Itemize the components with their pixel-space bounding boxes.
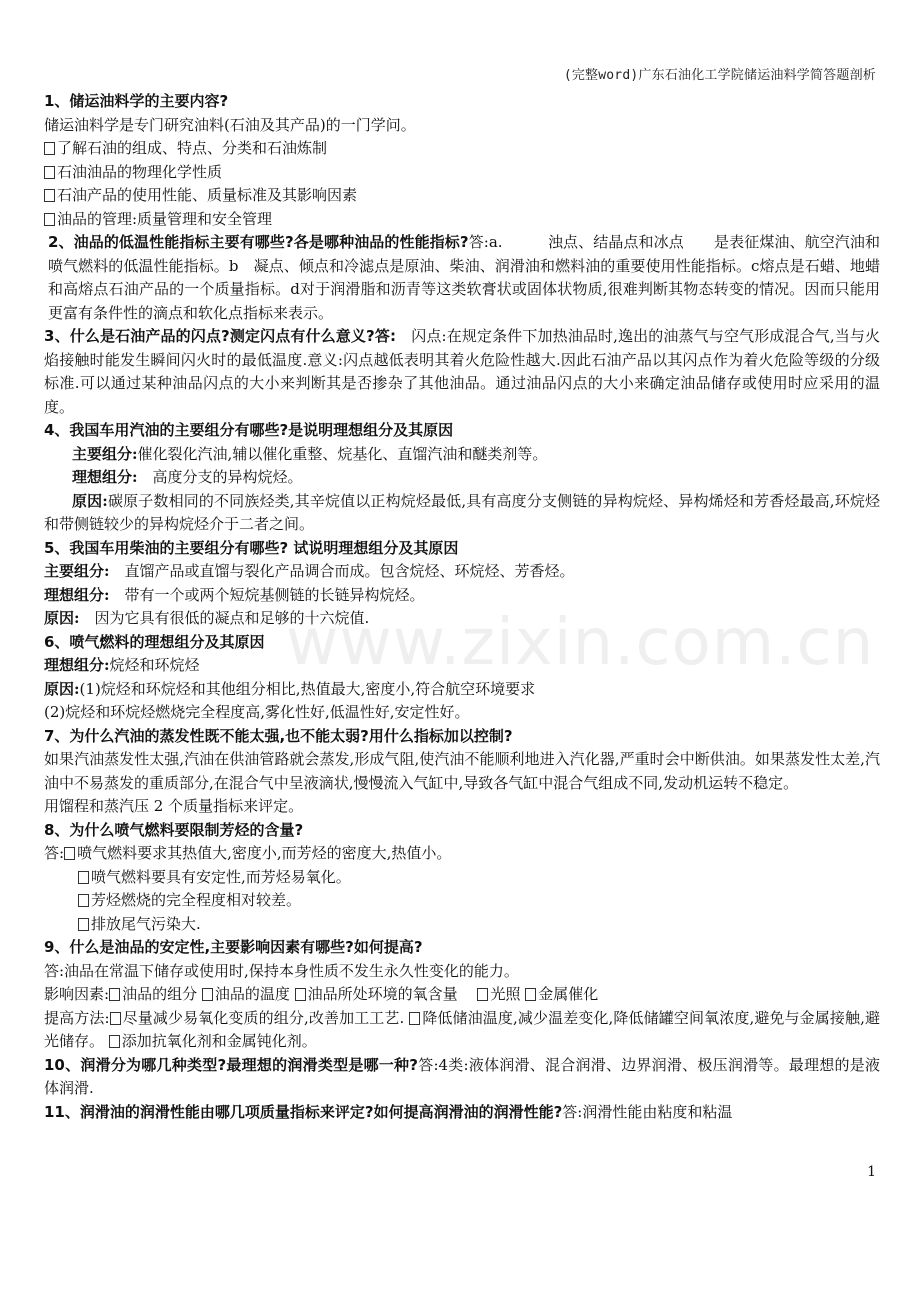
q3-answer: 闪点:在规定条件下加热油品时,逸出的油蒸气与空气形成混合气,当与火焰接触时能发生瞬间闪火时的最低温度.意义:闪点越低表明其着火危险性越大.因此石油产品以其闪点作为着火危险等级的分级标准.可以通过某种油品闪点的大小来判断其是否掺杂了其他油品。通过油品闪点的大小来确定油品储存或使用时应采用的温度。 bbox=[44, 327, 881, 416]
checkbox-icon bbox=[78, 894, 89, 907]
q5-reason: 原因: 因为它具有很低的凝点和足够的十六烷值. bbox=[44, 609, 370, 627]
q8-title: 8、为什么喷气燃料要限制芳烃的含量? bbox=[44, 820, 304, 839]
q5-ideal: 理想组分: 带有一个或两个短烷基侧链的长链异构烷烃。 bbox=[44, 585, 425, 604]
q7-answer: 如果汽油蒸发性太强,汽油在供油管路就会蒸发,形成气阻,使汽油不能顺利地进入汽化器,严重时会中断供油。如果蒸发性太差,汽油中不易蒸发的重质部分,在混合气中呈液滴状,慢慢流入气缸中,导致各气缸中混合气组成不同,发动机运转不稳定。 bbox=[44, 750, 880, 792]
q10-answer: 答:4类:液体润滑、混合润滑、边界润滑、极压润滑等。最理想的是液体润滑. bbox=[44, 1055, 881, 1097]
q11-paragraph bbox=[44, 1101, 880, 1125]
q8-item: 喷气燃料要具有安定性,而芳烃易氧化。 bbox=[44, 866, 880, 890]
q6-ideal: 理想组分:烷烃和环烷烃 bbox=[44, 656, 200, 674]
watermark: www.zixin.com.cn bbox=[286, 606, 875, 680]
q7-title: 7、为什么汽油的蒸发性既不能太强,也不能太弱?用什么指标加以控制? bbox=[44, 726, 513, 745]
q5-main: 主要组分: 直馏产品或直馏与裂化产品调合而成。包含烷烃、环烷烃、芳香烃。 bbox=[44, 562, 575, 580]
checkbox-icon bbox=[109, 988, 120, 1001]
q5-title: 5、我国车用柴油的主要组分有哪些? 试说明理想组分及其原因 bbox=[44, 538, 459, 557]
checkbox-icon bbox=[78, 871, 89, 884]
q6-reason: 原因:(1)烷烃和环烷烃和其他组分相比,热值最大,密度小,符合航空环境要求 bbox=[44, 679, 536, 698]
q9-improve: 提高方法: 尽量减少易氧化变质的组分,改善加工工艺. 降低储油温度,减少温差变化,降低储罐空间氧浓度,避免与金属接触,避光储存。 添加抗氧化剂和金属钝化剂。 bbox=[44, 1008, 880, 1050]
page-header: (完整word)广东石油化工学院储运油料学简答题剖析 bbox=[563, 68, 876, 83]
q9-title: 9、什么是油品的安定性,主要影响因素有哪些?如何提高? bbox=[44, 938, 423, 956]
q2-title: 2、油品的低温性能指标主要有哪些?各是哪种油品的性能指标? bbox=[48, 233, 469, 251]
q1-item: 了解石油的组成、特点、分类和石油炼制 bbox=[44, 137, 880, 161]
checkbox-icon bbox=[44, 189, 55, 202]
checkbox-icon bbox=[409, 1012, 420, 1025]
q1-item: 石油油品的物理化学性质 bbox=[44, 161, 880, 185]
checkbox-icon bbox=[477, 988, 488, 1001]
q1-item: 石油产品的使用性能、质量标准及其影响因素 bbox=[44, 184, 880, 208]
document-body bbox=[44, 90, 880, 1124]
q3-title: 3、什么是石油产品的闪点?测定闪点有什么意义?答: bbox=[44, 327, 396, 345]
checkbox-icon bbox=[110, 1012, 121, 1025]
checkbox-icon bbox=[295, 988, 306, 1001]
checkbox-icon bbox=[202, 988, 213, 1001]
q4-reason: 原因:碳原子数相同的不同族烃类,其辛烷值以正构烷烃最低,具有高度分支侧链的异构烷烃、异构烯烃和芳香烃最高,环烷烃和带侧链较少的异构烷烃介于二者之间。 bbox=[44, 491, 880, 533]
checkbox-icon bbox=[78, 918, 89, 931]
q1-title: 1、储运油料学的主要内容? bbox=[44, 92, 229, 110]
q7-control: 用馏程和蒸汽压 2 个质量指标来评定。 bbox=[44, 797, 304, 815]
checkbox-icon bbox=[109, 1035, 120, 1048]
q8-item: 芳烃燃烧的完全程度相对较差。 bbox=[44, 889, 880, 913]
q6-reason-2: (2)烷烃和环烷烃燃烧完全程度高,雾化性好,低温性好,安定性好。 bbox=[44, 703, 470, 721]
q4-title: 4、我国车用汽油的主要组分有哪些?是说明理想组分及其原因 bbox=[44, 421, 454, 439]
q1-item: 油品的管理:质量管理和安全管理 bbox=[44, 208, 880, 232]
q1-intro: 储运油料学是专门研究油料(石油及其产品)的一门学问。 bbox=[44, 115, 416, 134]
checkbox-icon bbox=[64, 847, 75, 860]
q6-title: 6、喷气燃料的理想组分及其原因 bbox=[44, 632, 265, 651]
q10-title: 10、润滑分为哪几种类型?最理想的润滑类型是哪一种? bbox=[44, 1055, 418, 1074]
q10-paragraph bbox=[44, 1054, 880, 1101]
q9-answer: 答:油品在常温下储存或使用时,保持本身性质不发生永久性变化的能力。 bbox=[44, 961, 519, 980]
checkbox-icon bbox=[44, 142, 55, 155]
q4-ideal: 理想组分: 高度分支的异构烷烃。 bbox=[72, 468, 303, 486]
q9-factors: 影响因素: 油品的组分 油品的温度 油品所处环境的氧含量 光照 金属催化 bbox=[44, 985, 599, 1003]
q11-answer: 答:润滑性能由粘度和粘温 bbox=[562, 1102, 733, 1121]
page-number: 1 bbox=[867, 1164, 876, 1180]
checkbox-icon bbox=[525, 988, 536, 1001]
checkbox-icon bbox=[44, 213, 55, 226]
q3-paragraph bbox=[44, 325, 880, 419]
q8-item: 排放尾气污染大. bbox=[44, 913, 880, 937]
q2-answer: 答:a. 浊点、结晶点和冰点 是表征煤油、航空汽油和喷气燃料的低温性能指标。b 凝点、倾点和冷滤点是原油、柴油、润滑油和燃料油的重要使用性能指标。c熔点是石蜡、地蜡和高熔点石油产品的一个质量指标。d对于润滑脂和沥青等这类软膏状或固体状物质,很难判断其物态转变的情况。因而只能用更富有条件性的滴点和软化点指标来表示。 bbox=[48, 233, 881, 322]
q11-title: 11、润滑油的润滑性能由哪几项质量指标来评定?如何提高润滑油的润滑性能? bbox=[44, 1102, 563, 1121]
checkbox-icon bbox=[44, 166, 55, 179]
q4-main: 主要组分:催化裂化汽油,辅以催化重整、烷基化、直馏汽油和醚类剂等。 bbox=[72, 444, 548, 463]
q2-paragraph bbox=[44, 231, 880, 325]
q8-item: 答: 喷气燃料要求其热值大,密度小,而芳烃的密度大,热值小。 bbox=[44, 844, 452, 862]
